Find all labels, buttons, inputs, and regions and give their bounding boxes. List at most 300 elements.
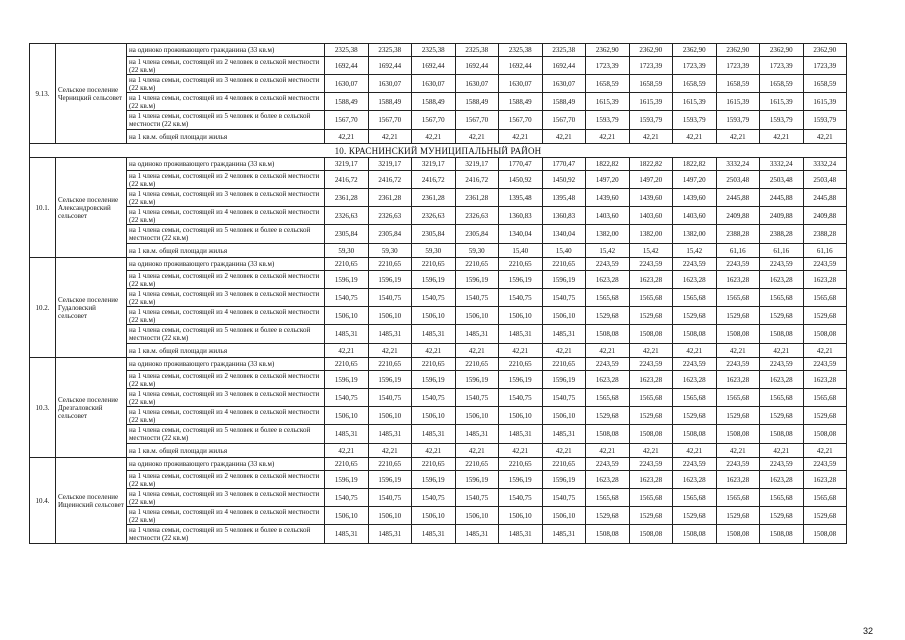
value-cell: 1540,75 bbox=[455, 389, 499, 407]
value-cell: 1596,19 bbox=[499, 471, 543, 489]
category-label: на одиноко проживающего гражданина (33 кв.м) bbox=[127, 258, 325, 271]
category-label: на 1 члена семьи, состоящей из 5 человек и более в сельской местности (22 кв.м) bbox=[127, 425, 325, 444]
category-label: на 1 кв.м. общей площади жилья bbox=[127, 344, 325, 358]
value-cell: 1658,59 bbox=[673, 75, 717, 93]
value-cell: 1723,39 bbox=[586, 57, 630, 75]
value-cell: 1540,75 bbox=[455, 289, 499, 307]
table-row bbox=[30, 458, 847, 471]
settlement-name: Сельское поселение Черницкий сельсовет bbox=[56, 44, 127, 144]
value-cell: 3332,24 bbox=[760, 158, 804, 171]
value-cell: 1623,28 bbox=[673, 371, 717, 389]
value-cell: 2305,84 bbox=[368, 225, 412, 244]
value-cell: 1485,31 bbox=[412, 425, 456, 444]
value-cell: 1506,10 bbox=[542, 407, 586, 425]
value-cell: 61,16 bbox=[803, 244, 847, 258]
value-cell: 1596,19 bbox=[412, 371, 456, 389]
value-cell: 2243,59 bbox=[760, 358, 804, 371]
value-cell: 1565,68 bbox=[716, 289, 760, 307]
value-cell: 1485,31 bbox=[412, 325, 456, 344]
value-cell: 59,30 bbox=[412, 244, 456, 258]
settlement-number: 10.1. bbox=[30, 158, 56, 258]
value-cell: 1615,39 bbox=[673, 93, 717, 111]
table-row bbox=[30, 358, 847, 371]
value-cell: 1529,68 bbox=[629, 507, 673, 525]
value-cell: 15,42 bbox=[673, 244, 717, 258]
value-cell: 1506,10 bbox=[542, 507, 586, 525]
value-cell: 2210,65 bbox=[368, 358, 412, 371]
value-cell: 1439,60 bbox=[673, 189, 717, 207]
value-cell: 42,21 bbox=[673, 344, 717, 358]
value-cell: 1485,31 bbox=[499, 325, 543, 344]
value-cell: 2210,65 bbox=[542, 458, 586, 471]
value-cell: 2210,65 bbox=[455, 358, 499, 371]
value-cell: 2210,65 bbox=[542, 358, 586, 371]
value-cell: 1588,49 bbox=[499, 93, 543, 111]
value-cell: 42,21 bbox=[499, 444, 543, 458]
value-cell: 2409,88 bbox=[803, 207, 847, 225]
value-cell: 2445,88 bbox=[760, 189, 804, 207]
value-cell: 42,21 bbox=[629, 344, 673, 358]
value-cell: 1540,75 bbox=[542, 289, 586, 307]
value-cell: 1623,28 bbox=[803, 471, 847, 489]
value-cell: 42,21 bbox=[542, 344, 586, 358]
category-label: на 1 члена семьи, состоящей из 5 человек и более в сельской местности (22 кв.м) bbox=[127, 525, 325, 544]
value-cell: 42,21 bbox=[412, 344, 456, 358]
value-cell: 1485,31 bbox=[542, 325, 586, 344]
value-cell: 1596,19 bbox=[542, 471, 586, 489]
value-cell: 1540,75 bbox=[325, 489, 369, 507]
settlement-name: Сельское поселение Гудаловский сельсовет bbox=[56, 258, 127, 358]
value-cell: 42,21 bbox=[629, 444, 673, 458]
value-cell: 1630,07 bbox=[499, 75, 543, 93]
value-cell: 1485,31 bbox=[412, 525, 456, 544]
value-cell: 1630,07 bbox=[455, 75, 499, 93]
value-cell: 1540,75 bbox=[499, 389, 543, 407]
table-row bbox=[30, 271, 847, 289]
value-cell: 1658,59 bbox=[803, 75, 847, 93]
value-cell: 1565,68 bbox=[760, 489, 804, 507]
value-cell: 1497,20 bbox=[629, 171, 673, 189]
table-row bbox=[30, 289, 847, 307]
value-cell: 1529,68 bbox=[673, 407, 717, 425]
category-label: на 1 члена семьи, состоящей из 4 человек в сельской местности (22 кв.м) bbox=[127, 307, 325, 325]
value-cell: 1403,60 bbox=[673, 207, 717, 225]
value-cell: 2305,84 bbox=[325, 225, 369, 244]
value-cell: 2445,88 bbox=[716, 189, 760, 207]
value-cell: 1529,68 bbox=[760, 507, 804, 525]
value-cell: 1540,75 bbox=[325, 389, 369, 407]
value-cell: 42,21 bbox=[368, 344, 412, 358]
value-cell: 42,21 bbox=[325, 344, 369, 358]
value-cell: 2210,65 bbox=[499, 458, 543, 471]
value-cell: 1658,59 bbox=[716, 75, 760, 93]
value-cell: 2326,63 bbox=[325, 207, 369, 225]
value-cell: 1623,28 bbox=[760, 271, 804, 289]
value-cell: 3219,17 bbox=[412, 158, 456, 171]
value-cell: 1588,49 bbox=[325, 93, 369, 111]
value-cell: 2416,72 bbox=[455, 171, 499, 189]
value-cell: 1623,28 bbox=[586, 371, 630, 389]
settlement-number: 10.3. bbox=[30, 358, 56, 458]
tariff-table-page bbox=[29, 43, 847, 544]
value-cell: 1596,19 bbox=[455, 471, 499, 489]
value-cell: 1588,49 bbox=[542, 93, 586, 111]
value-cell: 1506,10 bbox=[368, 507, 412, 525]
value-cell: 2503,48 bbox=[716, 171, 760, 189]
value-cell: 42,21 bbox=[455, 444, 499, 458]
table-row bbox=[30, 444, 847, 458]
value-cell: 1692,44 bbox=[412, 57, 456, 75]
value-cell: 1508,08 bbox=[760, 525, 804, 544]
value-cell: 1508,08 bbox=[629, 325, 673, 344]
value-cell: 1529,68 bbox=[629, 407, 673, 425]
value-cell: 61,16 bbox=[716, 244, 760, 258]
value-cell: 1692,44 bbox=[325, 57, 369, 75]
settlement-name: Сельское поселение Ищеинский сельсовет bbox=[56, 458, 127, 544]
value-cell: 1485,31 bbox=[325, 325, 369, 344]
value-cell: 1596,19 bbox=[542, 271, 586, 289]
value-cell: 1540,75 bbox=[412, 389, 456, 407]
table-row bbox=[30, 225, 847, 244]
value-cell: 1540,75 bbox=[499, 289, 543, 307]
value-cell: 1506,10 bbox=[325, 307, 369, 325]
value-cell: 1567,70 bbox=[542, 111, 586, 130]
value-cell: 1508,08 bbox=[673, 425, 717, 444]
value-cell: 2210,65 bbox=[499, 358, 543, 371]
value-cell: 1593,79 bbox=[716, 111, 760, 130]
value-cell: 42,21 bbox=[716, 444, 760, 458]
value-cell: 2325,38 bbox=[455, 44, 499, 57]
value-cell: 1565,68 bbox=[673, 489, 717, 507]
value-cell: 1382,00 bbox=[629, 225, 673, 244]
value-cell: 2445,88 bbox=[803, 189, 847, 207]
value-cell: 42,21 bbox=[629, 130, 673, 144]
value-cell: 2210,65 bbox=[325, 458, 369, 471]
value-cell: 2210,65 bbox=[368, 258, 412, 271]
value-cell: 3219,17 bbox=[325, 158, 369, 171]
value-cell: 3332,24 bbox=[803, 158, 847, 171]
value-cell: 2409,88 bbox=[760, 207, 804, 225]
value-cell: 42,21 bbox=[542, 444, 586, 458]
value-cell: 2326,63 bbox=[368, 207, 412, 225]
table-row bbox=[30, 244, 847, 258]
value-cell: 1615,39 bbox=[586, 93, 630, 111]
value-cell: 42,21 bbox=[716, 344, 760, 358]
value-cell: 1593,79 bbox=[673, 111, 717, 130]
value-cell: 59,30 bbox=[368, 244, 412, 258]
value-cell: 1506,10 bbox=[499, 507, 543, 525]
value-cell: 1529,68 bbox=[586, 507, 630, 525]
value-cell: 1540,75 bbox=[368, 389, 412, 407]
value-cell: 1623,28 bbox=[629, 271, 673, 289]
value-cell: 1508,08 bbox=[586, 425, 630, 444]
value-cell: 2388,28 bbox=[803, 225, 847, 244]
value-cell: 42,21 bbox=[542, 130, 586, 144]
value-cell: 1506,10 bbox=[325, 507, 369, 525]
value-cell: 1565,68 bbox=[803, 289, 847, 307]
value-cell: 1623,28 bbox=[716, 271, 760, 289]
value-cell: 1508,08 bbox=[760, 425, 804, 444]
value-cell: 2243,59 bbox=[586, 258, 630, 271]
value-cell: 1565,68 bbox=[760, 389, 804, 407]
value-cell: 1658,59 bbox=[629, 75, 673, 93]
value-cell: 42,21 bbox=[760, 130, 804, 144]
value-cell: 1529,68 bbox=[803, 507, 847, 525]
value-cell: 1623,28 bbox=[803, 371, 847, 389]
value-cell: 1529,68 bbox=[673, 307, 717, 325]
value-cell: 1497,20 bbox=[586, 171, 630, 189]
value-cell: 1497,20 bbox=[673, 171, 717, 189]
value-cell: 1822,82 bbox=[673, 158, 717, 171]
value-cell: 2416,72 bbox=[368, 171, 412, 189]
table-row bbox=[30, 307, 847, 325]
value-cell: 2243,59 bbox=[586, 458, 630, 471]
value-cell: 1593,79 bbox=[586, 111, 630, 130]
category-label: на 1 члена семьи, состоящей из 4 человек в сельской местности (22 кв.м) bbox=[127, 507, 325, 525]
value-cell: 1506,10 bbox=[455, 507, 499, 525]
value-cell: 2361,28 bbox=[368, 189, 412, 207]
value-cell: 1630,07 bbox=[542, 75, 586, 93]
value-cell: 2361,28 bbox=[325, 189, 369, 207]
value-cell: 2210,65 bbox=[499, 258, 543, 271]
value-cell: 1567,70 bbox=[368, 111, 412, 130]
value-cell: 2503,48 bbox=[760, 171, 804, 189]
value-cell: 61,16 bbox=[760, 244, 804, 258]
value-cell: 2361,28 bbox=[455, 189, 499, 207]
category-label: на 1 члена семьи, состоящей из 2 человек в сельской местности (22 кв.м) bbox=[127, 271, 325, 289]
table-row bbox=[30, 389, 847, 407]
value-cell: 1506,10 bbox=[412, 407, 456, 425]
housing-cost-table bbox=[29, 43, 847, 544]
settlement-number: 10.4. bbox=[30, 458, 56, 544]
value-cell: 42,21 bbox=[325, 444, 369, 458]
value-cell: 1439,60 bbox=[629, 189, 673, 207]
value-cell: 1540,75 bbox=[412, 489, 456, 507]
value-cell: 1508,08 bbox=[716, 525, 760, 544]
value-cell: 15,42 bbox=[629, 244, 673, 258]
value-cell: 1565,68 bbox=[673, 389, 717, 407]
category-label: на одиноко проживающего гражданина (33 кв.м) bbox=[127, 358, 325, 371]
value-cell: 1822,82 bbox=[586, 158, 630, 171]
value-cell: 15,40 bbox=[499, 244, 543, 258]
value-cell: 42,21 bbox=[673, 444, 717, 458]
value-cell: 1450,92 bbox=[499, 171, 543, 189]
category-label: на 1 члена семьи, состоящей из 5 человек и более в сельской местности (22 кв.м) bbox=[127, 111, 325, 130]
value-cell: 1508,08 bbox=[629, 425, 673, 444]
value-cell: 1623,28 bbox=[716, 471, 760, 489]
value-cell: 2243,59 bbox=[716, 358, 760, 371]
value-cell: 1485,31 bbox=[455, 325, 499, 344]
value-cell: 1723,39 bbox=[673, 57, 717, 75]
settlement-name: Сельское поселение Александровский сельсовет bbox=[56, 158, 127, 258]
value-cell: 1596,19 bbox=[368, 471, 412, 489]
category-label: на одиноко проживающего гражданина (33 кв.м) bbox=[127, 44, 325, 57]
value-cell: 1565,68 bbox=[760, 289, 804, 307]
value-cell: 2243,59 bbox=[803, 358, 847, 371]
value-cell: 42,21 bbox=[455, 130, 499, 144]
value-cell: 2325,38 bbox=[499, 44, 543, 57]
value-cell: 1485,31 bbox=[499, 525, 543, 544]
value-cell: 1506,10 bbox=[499, 407, 543, 425]
value-cell: 1382,00 bbox=[586, 225, 630, 244]
value-cell: 1450,92 bbox=[542, 171, 586, 189]
value-cell: 2362,90 bbox=[760, 44, 804, 57]
value-cell: 1565,68 bbox=[629, 289, 673, 307]
value-cell: 1506,10 bbox=[412, 307, 456, 325]
value-cell: 15,42 bbox=[586, 244, 630, 258]
value-cell: 1822,82 bbox=[629, 158, 673, 171]
value-cell: 1692,44 bbox=[368, 57, 412, 75]
value-cell: 42,21 bbox=[412, 130, 456, 144]
value-cell: 2210,65 bbox=[325, 258, 369, 271]
value-cell: 1615,39 bbox=[716, 93, 760, 111]
value-cell: 1508,08 bbox=[629, 525, 673, 544]
value-cell: 1485,31 bbox=[368, 525, 412, 544]
value-cell: 1360,83 bbox=[499, 207, 543, 225]
value-cell: 2210,65 bbox=[542, 258, 586, 271]
category-label: на 1 члена семьи, состоящей из 3 человек в сельской местности (22 кв.м) bbox=[127, 389, 325, 407]
table-row bbox=[30, 44, 847, 57]
value-cell: 1588,49 bbox=[455, 93, 499, 111]
value-cell: 1485,31 bbox=[542, 525, 586, 544]
value-cell: 2210,65 bbox=[455, 258, 499, 271]
value-cell: 42,21 bbox=[586, 344, 630, 358]
value-cell: 1529,68 bbox=[716, 507, 760, 525]
category-label: на 1 члена семьи, состоящей из 2 человек в сельской местности (22 кв.м) bbox=[127, 471, 325, 489]
category-label: на 1 члена семьи, состоящей из 2 человек в сельской местности (22 кв.м) bbox=[127, 171, 325, 189]
value-cell: 59,30 bbox=[325, 244, 369, 258]
value-cell: 1395,48 bbox=[499, 189, 543, 207]
value-cell: 1596,19 bbox=[499, 271, 543, 289]
value-cell: 1340,04 bbox=[499, 225, 543, 244]
value-cell: 1485,31 bbox=[325, 525, 369, 544]
value-cell: 2388,28 bbox=[716, 225, 760, 244]
category-label: на 1 члена семьи, состоящей из 4 человек в сельской местности (22 кв.м) bbox=[127, 93, 325, 111]
value-cell: 2416,72 bbox=[412, 171, 456, 189]
value-cell: 1529,68 bbox=[803, 307, 847, 325]
value-cell: 1658,59 bbox=[586, 75, 630, 93]
value-cell: 1508,08 bbox=[586, 325, 630, 344]
value-cell: 1596,19 bbox=[325, 471, 369, 489]
value-cell: 42,21 bbox=[499, 344, 543, 358]
value-cell: 1588,49 bbox=[412, 93, 456, 111]
table-row bbox=[30, 407, 847, 425]
value-cell: 42,21 bbox=[586, 130, 630, 144]
value-cell: 1506,10 bbox=[542, 307, 586, 325]
table-row bbox=[30, 189, 847, 207]
district-section-title: 10. КРАСНИНСКИЙ МУНИЦИПАЛЬНЫЙ РАЙОН bbox=[30, 144, 847, 158]
value-cell: 1615,39 bbox=[803, 93, 847, 111]
value-cell: 1596,19 bbox=[368, 371, 412, 389]
value-cell: 1615,39 bbox=[629, 93, 673, 111]
value-cell: 1508,08 bbox=[803, 425, 847, 444]
value-cell: 1485,31 bbox=[325, 425, 369, 444]
value-cell: 2243,59 bbox=[716, 458, 760, 471]
category-label: на 1 члена семьи, состоящей из 5 человек и более в сельской местности (22 кв.м) bbox=[127, 325, 325, 344]
value-cell: 1692,44 bbox=[455, 57, 499, 75]
value-cell: 1565,68 bbox=[673, 289, 717, 307]
value-cell: 1529,68 bbox=[586, 307, 630, 325]
value-cell: 1540,75 bbox=[542, 489, 586, 507]
category-label: на одиноко проживающего гражданина (33 кв.м) bbox=[127, 458, 325, 471]
value-cell: 1529,68 bbox=[586, 407, 630, 425]
value-cell: 1692,44 bbox=[542, 57, 586, 75]
value-cell: 2243,59 bbox=[803, 258, 847, 271]
table-row bbox=[30, 111, 847, 130]
table-row bbox=[30, 171, 847, 189]
value-cell: 1508,08 bbox=[803, 525, 847, 544]
table-row bbox=[30, 507, 847, 525]
category-label: на 1 кв.м. общей площади жилья bbox=[127, 444, 325, 458]
value-cell: 1567,70 bbox=[455, 111, 499, 130]
value-cell: 1540,75 bbox=[499, 489, 543, 507]
value-cell: 1565,68 bbox=[803, 389, 847, 407]
value-cell: 2362,90 bbox=[803, 44, 847, 57]
table-row bbox=[30, 425, 847, 444]
value-cell: 2305,84 bbox=[412, 225, 456, 244]
value-cell: 1565,68 bbox=[803, 489, 847, 507]
value-cell: 3219,17 bbox=[368, 158, 412, 171]
value-cell: 1529,68 bbox=[673, 507, 717, 525]
value-cell: 1630,07 bbox=[412, 75, 456, 93]
table-row bbox=[30, 93, 847, 111]
table-row bbox=[30, 130, 847, 144]
value-cell: 1596,19 bbox=[499, 371, 543, 389]
table-row bbox=[30, 344, 847, 358]
settlement-number: 9.13. bbox=[30, 44, 56, 144]
value-cell: 1596,19 bbox=[542, 371, 586, 389]
value-cell: 1615,39 bbox=[760, 93, 804, 111]
value-cell: 1692,44 bbox=[499, 57, 543, 75]
value-cell: 1506,10 bbox=[412, 507, 456, 525]
value-cell: 1508,08 bbox=[716, 325, 760, 344]
value-cell: 1723,39 bbox=[629, 57, 673, 75]
value-cell: 2326,63 bbox=[455, 207, 499, 225]
value-cell: 1485,31 bbox=[368, 325, 412, 344]
category-label: на 1 члена семьи, состоящей из 3 человек в сельской местности (22 кв.м) bbox=[127, 75, 325, 93]
value-cell: 42,21 bbox=[760, 344, 804, 358]
value-cell: 1596,19 bbox=[412, 471, 456, 489]
value-cell: 1623,28 bbox=[760, 471, 804, 489]
value-cell: 3219,17 bbox=[455, 158, 499, 171]
value-cell: 2243,59 bbox=[629, 358, 673, 371]
district-section-row bbox=[30, 144, 847, 158]
value-cell: 1623,28 bbox=[673, 271, 717, 289]
page-number: 32 bbox=[862, 626, 873, 636]
category-label: на одиноко проживающего гражданина (33 кв.м) bbox=[127, 158, 325, 171]
value-cell: 1529,68 bbox=[760, 407, 804, 425]
value-cell: 2325,38 bbox=[325, 44, 369, 57]
value-cell: 1540,75 bbox=[455, 489, 499, 507]
value-cell: 2243,59 bbox=[716, 258, 760, 271]
value-cell: 1540,75 bbox=[368, 289, 412, 307]
value-cell: 1506,10 bbox=[368, 407, 412, 425]
value-cell: 2305,84 bbox=[455, 225, 499, 244]
value-cell: 1439,60 bbox=[586, 189, 630, 207]
value-cell: 1508,08 bbox=[760, 325, 804, 344]
value-cell: 3332,24 bbox=[716, 158, 760, 171]
value-cell: 2362,90 bbox=[629, 44, 673, 57]
table-row bbox=[30, 489, 847, 507]
category-label: на 1 члена семьи, состоящей из 2 человек в сельской местности (22 кв.м) bbox=[127, 57, 325, 75]
table-row bbox=[30, 258, 847, 271]
value-cell: 1565,68 bbox=[586, 289, 630, 307]
value-cell: 2243,59 bbox=[673, 458, 717, 471]
category-label: на 1 члена семьи, состоящей из 3 человек в сельской местности (22 кв.м) bbox=[127, 489, 325, 507]
value-cell: 1540,75 bbox=[412, 289, 456, 307]
value-cell: 2416,72 bbox=[325, 171, 369, 189]
value-cell: 2362,90 bbox=[716, 44, 760, 57]
